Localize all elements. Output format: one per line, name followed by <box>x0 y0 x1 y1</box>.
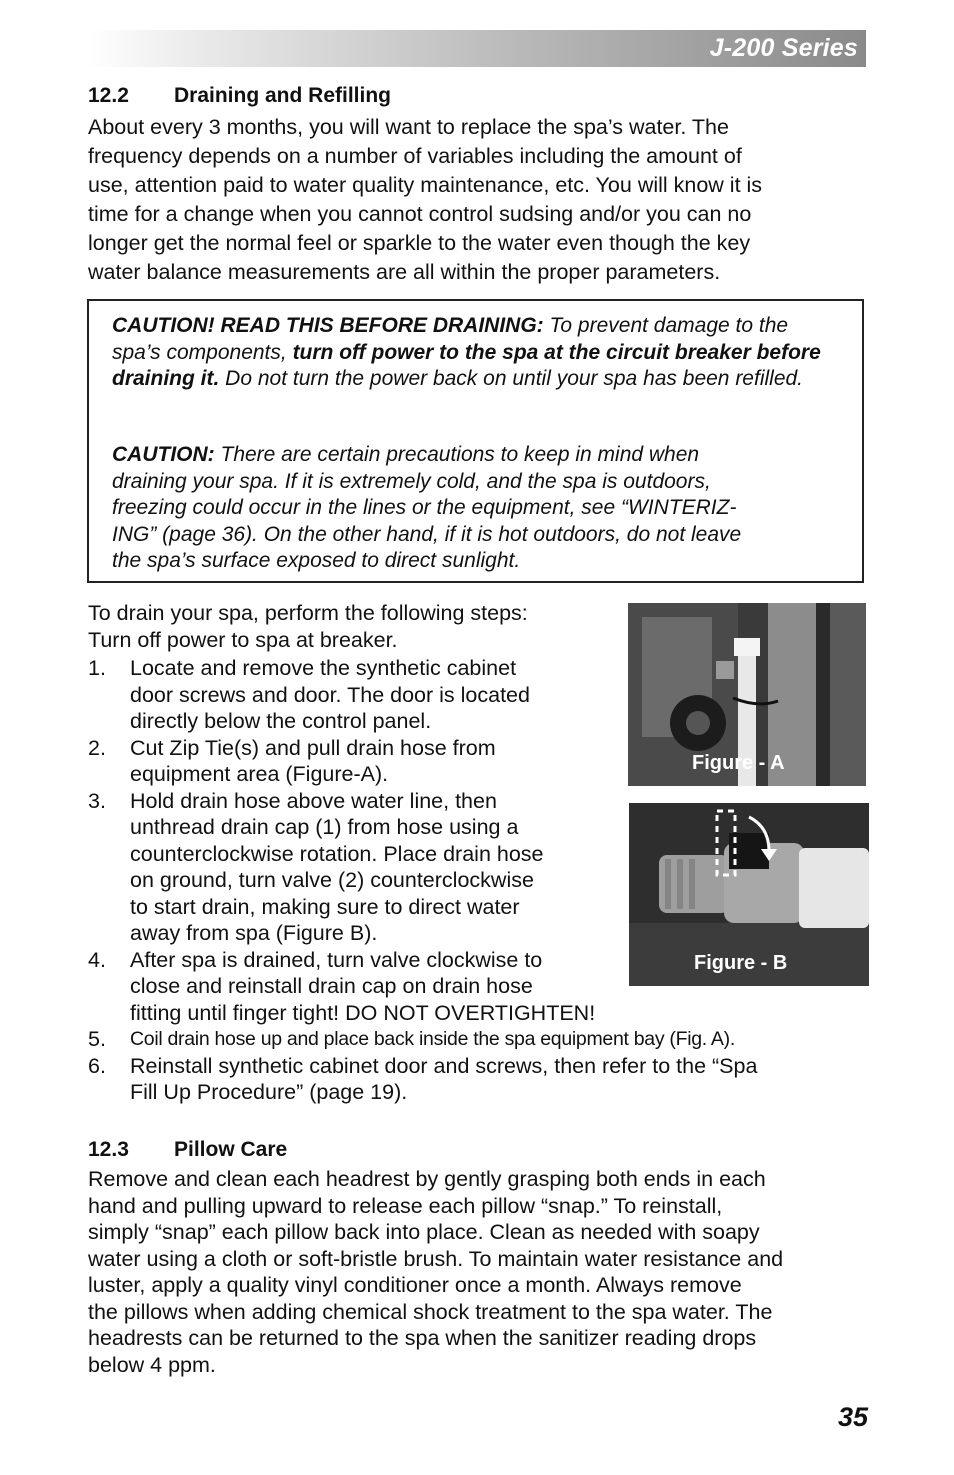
steps-intro <box>88 600 608 654</box>
intro-line: longer get the normal feel or sparkle to the water even though the key <box>88 231 751 255</box>
section-12-2-heading <box>88 84 391 108</box>
pillow-line: hand and pulling upward to release each pillow “snap.” To reinstall, <box>88 1193 723 1218</box>
figure-b-label: Figure - B <box>694 952 788 974</box>
intro-line: use, attention paid to water quality maintenance, etc. You will know it is <box>88 173 763 197</box>
intro-line: About every 3 months, you will want to replace the spa’s water. The <box>88 115 729 139</box>
pillow-line: simply “snap” each pillow back into place. Clean as needed with soapy <box>88 1220 760 1244</box>
section-12-3-heading <box>88 1138 287 1162</box>
caution-box <box>87 299 864 583</box>
pillow-care-text <box>88 1166 868 1378</box>
step-line: Hold drain hose above water line, then <box>130 788 497 813</box>
step-line: Reinstall synthetic cabinet door and screws, then refer to the “Spa <box>130 1053 758 1078</box>
step-line: Coil drain hose up and place back inside the spa equipment bay (Fig. A). <box>130 1028 735 1050</box>
pillow-line: the pillows when adding chemical shock treatment to the spa water. The <box>88 1299 773 1324</box>
step-line: directly below the control panel. <box>130 709 432 733</box>
section-number: 12.3 <box>88 1138 129 1161</box>
step-line: Locate and remove the synthetic cabinet <box>130 656 517 680</box>
page-number: 35 <box>837 1402 868 1432</box>
section-title: Pillow Care <box>174 1138 288 1161</box>
header-bar <box>88 30 866 67</box>
step-line: close and reinstall drain cap on drain hose <box>130 974 533 998</box>
step-number: 4. <box>88 947 106 972</box>
pillow-line: water using a cloth or soft-bristle brush. To maintain water resistance and <box>88 1246 784 1271</box>
steps-intro-line: Turn off power to spa at breaker. <box>88 628 398 652</box>
pillow-line: Remove and clean each headrest by gently grasping both ends in each <box>88 1167 766 1191</box>
step-line: to start drain, making sure to direct water <box>130 894 520 919</box>
draining-intro <box>88 113 868 287</box>
figure-a-photo <box>628 603 866 786</box>
step-line: Cut Zip Tie(s) and pull drain hose from <box>130 735 496 760</box>
pillow-line: below 4 ppm. <box>88 1352 216 1377</box>
step-line: counterclockwise rotation. Place drain hose <box>130 841 544 866</box>
step-line: Fill Up Procedure” (page 19). <box>130 1080 408 1104</box>
caution-line: the spa’s surface exposed to direct sunlight. <box>112 549 521 572</box>
step-number: 1. <box>88 656 106 680</box>
step-number: 5. <box>88 1027 106 1051</box>
caution-line: There are certain precautions to keep in mind when <box>214 443 700 466</box>
figure-b-photo <box>629 803 869 986</box>
caution-draining <box>112 313 842 393</box>
figure-a-label: Figure - A <box>692 752 785 774</box>
caution-label: CAUTION! READ THIS BEFORE DRAINING: <box>112 314 544 337</box>
caution-label: CAUTION: <box>112 443 215 466</box>
step-line: unthread drain cap (1) from hose using a <box>130 815 519 839</box>
steps-intro-line: To drain your spa, perform the following steps: <box>88 601 528 625</box>
step-item <box>88 1053 878 1106</box>
step-line: on ground, turn valve (2) counterclockwise <box>130 868 534 892</box>
series-title: J-200 Series <box>709 34 858 62</box>
section-title: Draining and Refilling <box>174 84 392 107</box>
section-number: 12.2 <box>88 84 129 107</box>
intro-line: frequency depends on a number of variables including the amount of <box>88 144 742 168</box>
step-line: After spa is drained, turn valve clockwise to <box>130 947 543 972</box>
pillow-line: luster, apply a quality vinyl conditioner once a month. Always remove <box>88 1273 742 1297</box>
caution-line: freezing could occur in the lines or the equipment, see “WINTERIZ- <box>112 496 737 519</box>
caution-bold-text: turn off power to the spa at the circuit breaker before draining it. <box>112 340 821 390</box>
caution-line: draining your spa. If it is extremely cold, and the spa is outdoors, <box>112 469 711 493</box>
caution-precautions <box>112 442 842 575</box>
step-item <box>88 1026 878 1053</box>
pillow-line: headrests can be returned to the spa when the sanitizer reading drops <box>88 1326 757 1350</box>
step-line: away from spa (Figure B). <box>130 921 378 945</box>
caution-line: ING” (page 36). On the other hand, if it is hot outdoors, do not leave <box>112 522 742 546</box>
step-number: 6. <box>88 1053 106 1078</box>
intro-line: water balance measurements are all within the proper parameters. <box>88 260 721 284</box>
step-number: 2. <box>88 735 106 760</box>
step-line: door screws and door. The door is located <box>130 682 530 707</box>
step-number: 3. <box>88 788 106 813</box>
step-line: fitting until finger tight! DO NOT OVERTIGHTEN! <box>130 1000 596 1025</box>
caution-text: To prevent damage to the spa’s components, <box>112 314 789 364</box>
caution-text: Do not turn the power back on until your spa has been refilled. <box>219 367 804 390</box>
intro-line: time for a change when you cannot control sudsing and/or you can no <box>88 202 752 226</box>
step-line: equipment area (Figure-A). <box>130 762 389 786</box>
